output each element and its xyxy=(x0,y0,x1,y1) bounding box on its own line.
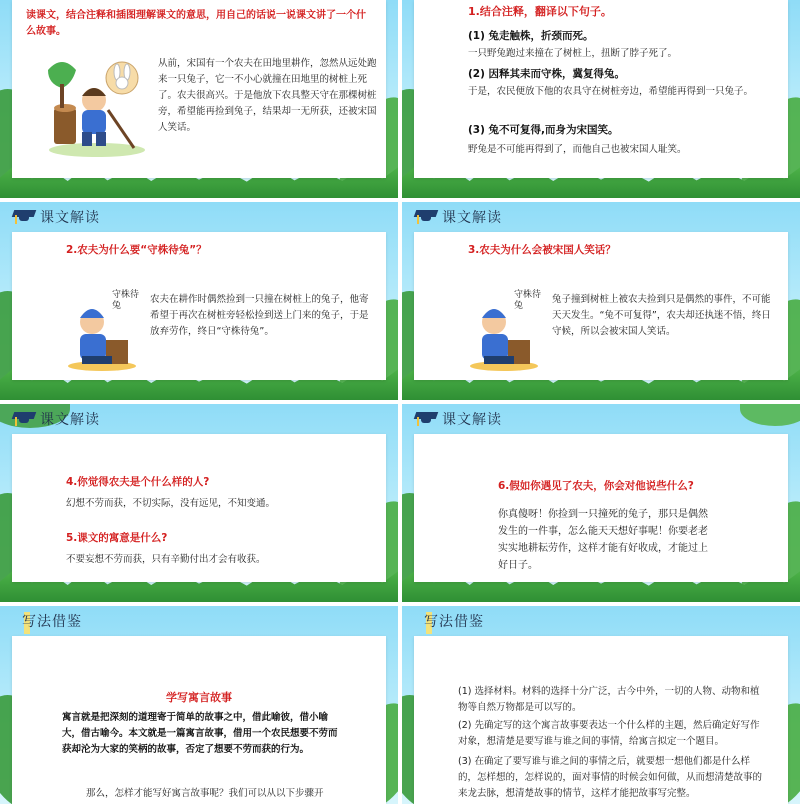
graduation-cap-icon xyxy=(12,207,36,227)
header-title: 课文解读 xyxy=(442,412,502,428)
slide-1[interactable] xyxy=(0,0,398,198)
slide-header xyxy=(414,408,502,430)
slide-question: 6.假如你遇见了农夫，你会对他说些什么? xyxy=(498,480,694,492)
question-5: 5.课文的寓意是什么? xyxy=(66,532,168,544)
slide-card xyxy=(414,434,788,582)
question-1: (1) 兔走触株，折颈而死。 xyxy=(468,30,594,42)
slide-title: 1.结合注释，翻译以下句子。 xyxy=(468,5,612,18)
slide-8[interactable] xyxy=(402,606,800,804)
slide-card xyxy=(12,434,386,582)
question-4: 4.你觉得农夫是个什么样的人? xyxy=(66,476,210,488)
slide-question: 2.农夫为什么要“守株待兔”？ xyxy=(66,244,207,256)
slide-header xyxy=(12,610,82,632)
slide-header xyxy=(12,408,100,430)
paragraph-2: (2) 先确定写的这个寓言故事要表达一个什么样的主题，然后确定好写作对象，想清楚是要写谁与谁之间的事情，给寓言拟定一个题目。 xyxy=(458,720,760,747)
slide-5[interactable] xyxy=(0,404,398,602)
slide-card xyxy=(414,232,788,380)
answer-4: 幻想不劳而获，不切实际，没有远见，不知变通。 xyxy=(66,498,276,509)
slide-card xyxy=(12,232,386,380)
slide-card xyxy=(414,0,788,178)
header-title: 课文解读 xyxy=(40,210,100,226)
paragraph-3: (3) 在确定了要写谁与谁之间的事情之后，就要想一想他们都是什么样的，怎样想的，怎样说的，面对事情的时候会如何做，从而想清楚故事的来龙去脉，想清楚故事的情节，这样才能把故事写完整。 xyxy=(458,756,763,799)
slide-6[interactable] xyxy=(402,404,800,602)
slide-card xyxy=(12,0,386,178)
slide-3[interactable] xyxy=(0,202,398,400)
answer-1: 一只野兔跑过来撞在了树桩上，扭断了脖子死了。 xyxy=(468,48,678,59)
header-title: 课文解读 xyxy=(40,412,100,428)
header-title: 写法借鉴 xyxy=(424,614,484,630)
graduation-cap-icon xyxy=(414,409,438,429)
header-title: 写法借鉴 xyxy=(22,614,82,630)
header-title: 课文解读 xyxy=(442,210,502,226)
slide-question: 3.农夫为什么会被宋国人笑话？ xyxy=(468,244,616,256)
answer-5: 不要妄想不劳而获，只有辛勤付出才会有收获。 xyxy=(66,554,266,565)
slide-title: 学写寓言故事 xyxy=(166,691,232,704)
paragraph-1: 寓言就是把深刻的道理寄于简单的故事之中，借此喻彼，借小喻大，借古喻今。本文就是一篇寓言故事，借用一个农民想要不劳而获却沦为大家的笑柄的故事，否定了想要不劳而获的行为。 xyxy=(62,712,338,755)
farmer-sitting-illustration xyxy=(62,292,142,372)
slide-7[interactable] xyxy=(0,606,398,804)
graduation-cap-icon xyxy=(12,409,36,429)
slide-answer: 你真傻呀！你捡到一只撞死的兔子，那只是偶然发生的一件事，怎么能天天想好事呢！你要老老实实地耕耘劳作，这样才能有好收成，才能过上好日子。 xyxy=(498,509,708,571)
leaf-decoration xyxy=(740,404,800,426)
sign-text: 守株待兔 xyxy=(514,290,542,311)
paragraph-2: 那么，怎样才能写好寓言故事呢？我们可以从以下步骤开 xyxy=(86,788,324,799)
slide-header xyxy=(414,610,484,632)
farmer-illustration xyxy=(42,50,152,160)
slide-header xyxy=(414,206,502,228)
slide-header xyxy=(12,206,100,228)
paragraph-1: (1) 选择材料。材料的选择十分广泛，古今中外，一切的人物、动物和植物等自然万物都是可以写的。 xyxy=(458,686,760,713)
question-3: (3) 兔不可复得,而身为宋国笑。 xyxy=(468,124,619,136)
answer-3: 野兔是不可能再得到了，而他自己也被宋国人耻笑。 xyxy=(468,144,687,155)
graduation-cap-icon xyxy=(414,207,438,227)
slide-card xyxy=(12,636,386,804)
answer-2: 于是，农民便放下他的农具守在树桩旁边，希望能再得到一只兔子。 xyxy=(468,86,754,97)
slide-4[interactable] xyxy=(402,202,800,400)
slide-card xyxy=(414,636,788,804)
sign-text: 守株待兔 xyxy=(112,290,140,311)
slide-2[interactable] xyxy=(402,0,800,198)
slide-answer: 兔子撞到树桩上被农夫捡到只是偶然的事件，不可能天天发生。“兔不可复得”，农夫却还执迷不悟，终日守候，所以会被宋国人笑话。 xyxy=(552,294,771,337)
farmer-sitting-illustration xyxy=(464,292,544,372)
slide-prompt: 读课文，结合注释和插图理解课文的意思，用自己的话说一说课文讲了一个什么故事。 xyxy=(26,10,366,37)
slide-answer: 农夫在耕作时偶然捡到一只撞在树桩上的兔子，他寄希望于再次在树桩旁轻松捡到送上门来的兔子，于是放弃劳作，终日“守株待兔”。 xyxy=(150,294,369,337)
story-text: 从前，宋国有一个农夫在田地里耕作，忽然从远处跑来一只兔子，它一不小心就撞在田地里的树桩上死了。农夫很高兴。于是他放下农具整天守在那棵树桩旁，希望能再捡到兔子，结果却一无所获，还被宋国人笑话。 xyxy=(158,58,377,133)
question-2: (2) 因释其耒而守株，冀复得兔。 xyxy=(468,68,626,80)
